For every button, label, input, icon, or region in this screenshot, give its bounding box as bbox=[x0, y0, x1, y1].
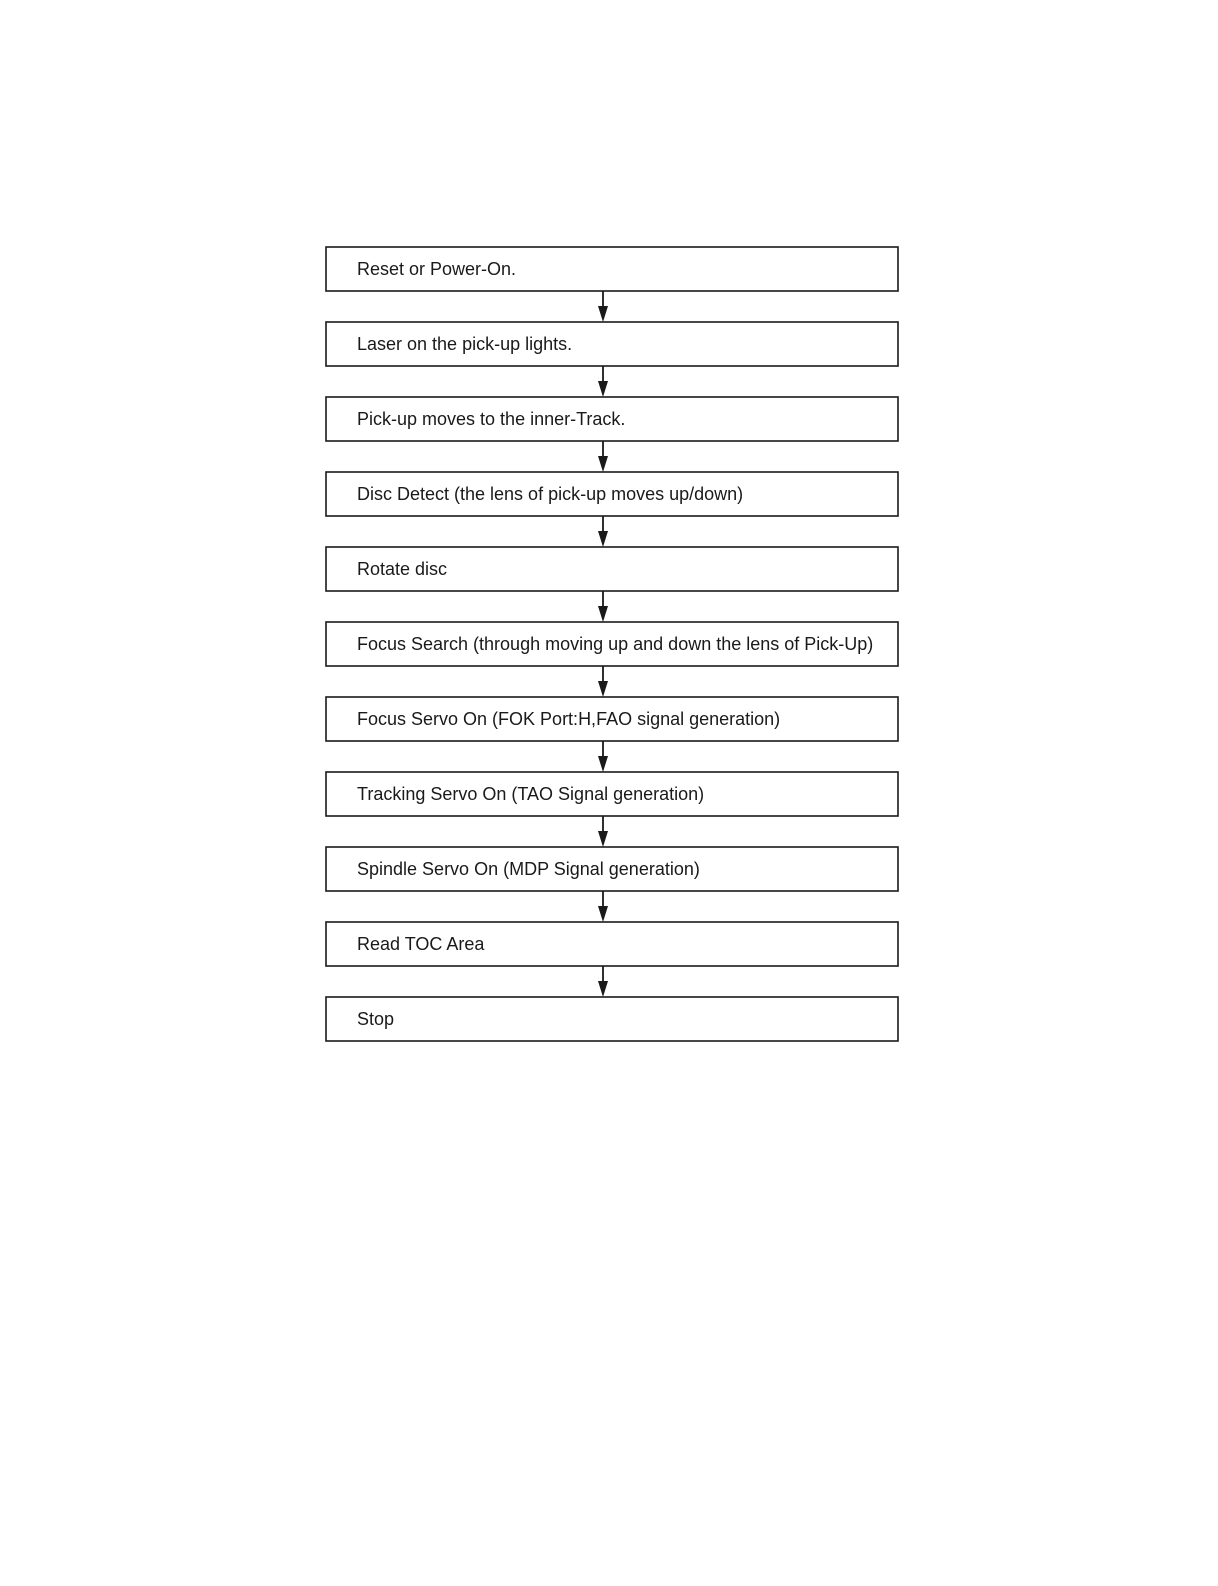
arrow-head-icon bbox=[598, 831, 608, 847]
flowchart-step bbox=[326, 847, 898, 891]
arrow-head-icon bbox=[598, 306, 608, 322]
flow-arrow bbox=[598, 591, 608, 622]
flowchart-step bbox=[326, 922, 898, 966]
arrow-head-icon bbox=[598, 606, 608, 622]
flow-arrow bbox=[598, 816, 608, 847]
arrow-head-icon bbox=[598, 756, 608, 772]
step-label: Pick-up moves to the inner-Track. bbox=[357, 409, 626, 429]
flow-arrow bbox=[598, 291, 608, 322]
step-label: Stop bbox=[357, 1009, 395, 1029]
arrow-head-icon bbox=[598, 681, 608, 697]
flow-arrow bbox=[598, 666, 608, 697]
flowchart-step bbox=[326, 547, 898, 591]
step-label: Focus Servo On (FOK Port:H,FAO signal generation) bbox=[357, 709, 781, 729]
flowchart-step bbox=[326, 472, 898, 516]
flowchart-step bbox=[326, 997, 898, 1041]
flowchart-step bbox=[326, 322, 898, 366]
arrow-head-icon bbox=[598, 906, 608, 922]
flowchart-step bbox=[326, 247, 898, 291]
flow-arrow bbox=[598, 966, 608, 997]
flowchart-step bbox=[326, 397, 898, 441]
step-label: Reset or Power-On. bbox=[357, 259, 517, 279]
flowchart-step bbox=[326, 697, 898, 741]
step-label: Tracking Servo On (TAO Signal generation) bbox=[357, 784, 705, 804]
flowchart-steps bbox=[326, 247, 898, 1041]
step-label: Read TOC Area bbox=[357, 934, 485, 954]
arrow-head-icon bbox=[598, 456, 608, 472]
step-label: Laser on the pick-up lights. bbox=[357, 334, 573, 354]
step-label: Rotate disc bbox=[357, 559, 448, 579]
flow-arrow bbox=[598, 366, 608, 397]
flow-arrow bbox=[598, 891, 608, 922]
flowchart-step bbox=[326, 622, 898, 666]
arrow-head-icon bbox=[598, 531, 608, 547]
step-label: Spindle Servo On (MDP Signal generation) bbox=[357, 859, 700, 879]
flowchart-step bbox=[326, 772, 898, 816]
flow-arrow bbox=[598, 741, 608, 772]
step-label: Focus Search (through moving up and down the lens of Pick-Up) bbox=[357, 634, 874, 654]
step-box bbox=[326, 997, 898, 1041]
step-label: Disc Detect (the lens of pick-up moves up/down) bbox=[357, 484, 744, 504]
flow-arrow bbox=[598, 516, 608, 547]
arrow-head-icon bbox=[598, 381, 608, 397]
flow-arrow bbox=[598, 441, 608, 472]
arrow-head-icon bbox=[598, 981, 608, 997]
